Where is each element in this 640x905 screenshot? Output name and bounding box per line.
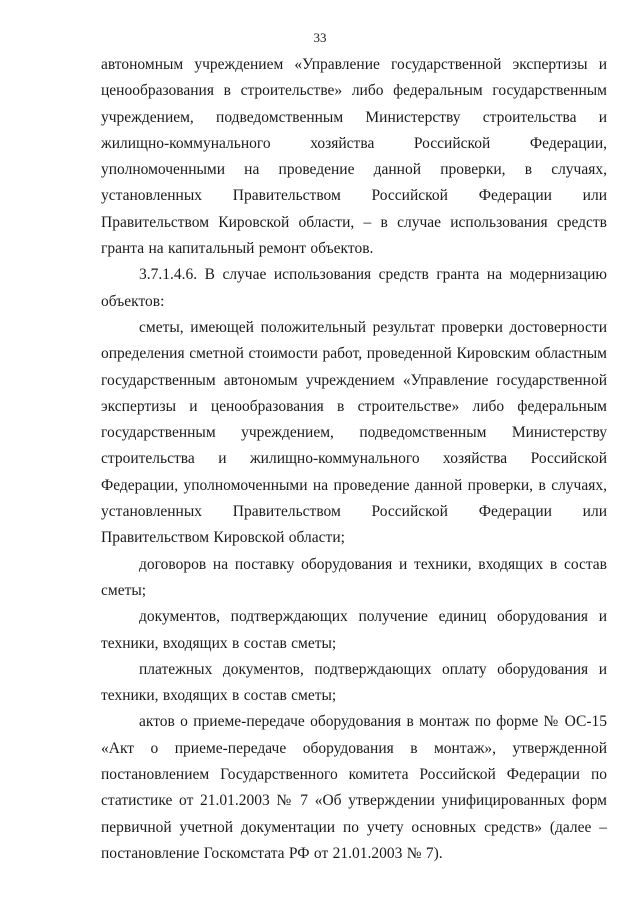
page-number: 33 xyxy=(313,30,327,45)
paragraph-payment-documents: платежных документов, подтверждающих оплату оборудования и техники, входящих в состав сметы; xyxy=(101,660,607,705)
paragraph-installation-acts: актов о приеме-передаче оборудования в монтаж по форме № ОС-15 «Акт о приеме-передаче оборудования в монтаж», утвержденной постановлением Государственного комитета Российской Федерации по статистике от 21.01.2003 № 7 «Об утверждении унифицированных форм первичной учетной документации по учету основных средств» (далее – постановление Госкомстата РФ от 21.01.2003 № 7). xyxy=(101,713,607,862)
paragraph-estimate: сметы, имеющей положительный результат проверки достоверности определения сметной стоимости работ, проведенной Кировским областным государственным автономым учреждением «Управление государственной экспертизы и ценообразования в строительстве» либо федеральным государственным учреждением, подведомственным Министерству строительства и жилищно-коммунального хозяйства Российской Федерации, уполномоченными на проведение данной проверки, в случаях, установленных Правительством Российской Федерации или Правительством Кировской области; xyxy=(101,318,607,547)
paragraph-continuation: автономным учреждением «Управление государственной экспертизы и ценообразования в строительстве» либо федеральным государственным учреждением, подведомственным Министерству строительства и жилищно-коммунального хозяйства Российской Федерации, уполномоченными на проведение данной проверки, в случаях, установленных Правительством Российской Федерации или Правительством Кировской области, – в случае использования средств гранта на капитальный ремонт объектов. xyxy=(101,56,607,258)
paragraph-receipt-documents: документов, подтверждающих получение единиц оборудования и техники, входящих в состав сметы; xyxy=(101,608,607,652)
document-body xyxy=(101,52,607,867)
paragraph-clause-3-7-1-4-6: 3.7.1.4.6. В случае использования средств гранта на модернизацию объектов: xyxy=(101,266,607,310)
paragraph-supply-contracts: договоров на поставку оборудования и техники, входящих в состав сметы; xyxy=(101,555,607,599)
